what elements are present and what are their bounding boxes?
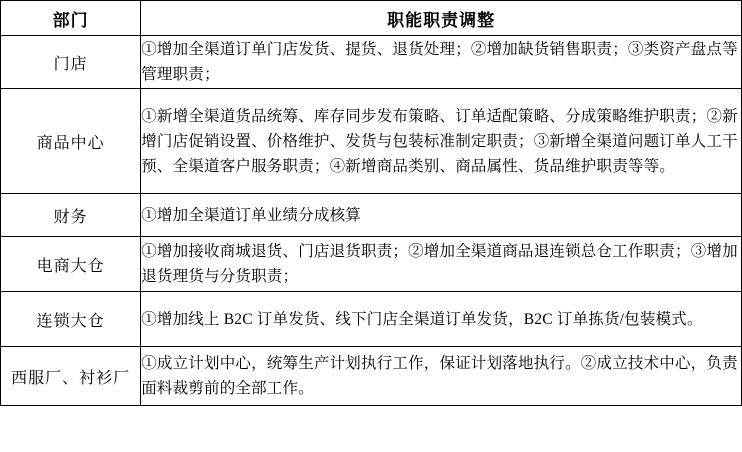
cell-duty: ①增加全渠道订单门店发货、提货、退货处理；②增加缺货销售职责；③类资产盘点等管理职责； [141,36,742,89]
table-row [1,347,742,406]
cell-duty: ①增加全渠道订单业绩分成核算 [141,194,742,237]
column-header-duty: 职能职责调整 [141,1,742,36]
cell-department: 商品中心 [1,89,141,194]
cell-department: 财务 [1,194,141,237]
column-header-department: 部门 [1,1,141,36]
table-row [1,292,742,347]
table-row [1,36,742,89]
cell-department: 西服厂、衬衫厂 [1,347,141,406]
table-row [1,237,742,292]
cell-department: 连锁大仓 [1,292,141,347]
table-row [1,194,742,237]
cell-duty: ①新增全渠道货品统筹、库存同步发布策略、订单适配策略、分成策略维护职责；②新增门店促销设置、价格维护、发货与包装标准制定职责；③新增全渠道问题订单人工干预、全渠道客户服务职责；④新增商品类别、商品属性、货品维护职责等等。 [141,89,742,194]
table-header-row [1,1,742,36]
cell-duty: ①成立计划中心，统筹生产计划执行工作，保证计划落地执行。②成立技术中心，负责面料裁剪前的全部工作。 [141,347,742,406]
cell-department: 门店 [1,36,141,89]
table-row [1,89,742,194]
table-header [1,1,742,36]
cell-department: 电商大仓 [1,237,141,292]
cell-duty: ①增加接收商城退货、门店退货职责；②增加全渠道商品退连锁总仓工作职责；③增加退货理货与分货职责； [141,237,742,292]
table-body [1,36,742,406]
cell-duty: ①增加线上 B2C 订单发货、线下门店全渠道订单发货，B2C 订单拣货/包装模式。 [141,292,742,347]
